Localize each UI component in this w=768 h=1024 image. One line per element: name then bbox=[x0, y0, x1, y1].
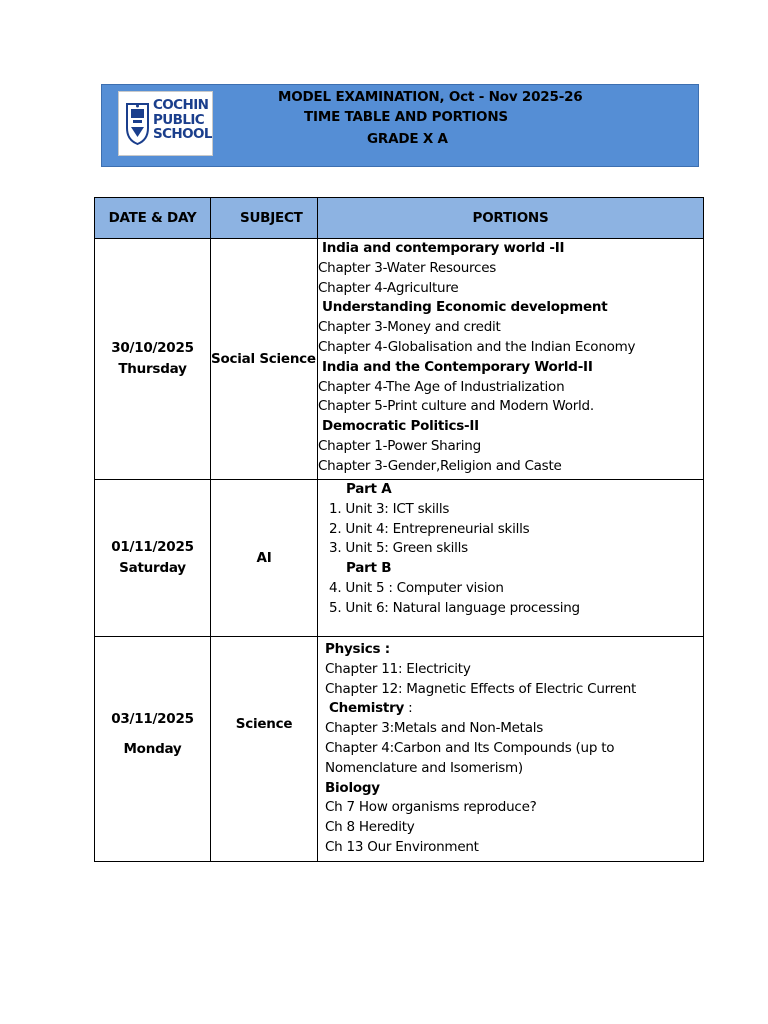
portion-item: Chapter 12: Magnetic Effects of Electric Current bbox=[325, 680, 637, 697]
portion-heading: India and the Contemporary World-II bbox=[322, 358, 593, 375]
portion-heading: Understanding Economic development bbox=[322, 299, 608, 316]
subject-cell: Science bbox=[211, 637, 318, 862]
exam-day: Monday bbox=[123, 741, 182, 757]
portion-item: Chapter 4-Globalisation and the Indian Economy bbox=[318, 338, 636, 355]
column-header-portions: PORTIONS bbox=[318, 198, 704, 239]
table-row bbox=[95, 480, 704, 637]
table-header-row bbox=[95, 198, 704, 239]
portions-cell bbox=[318, 480, 704, 637]
logo-line: SCHOOL bbox=[153, 126, 212, 142]
portion-item: 3. Unit 5: Green skills bbox=[329, 540, 468, 557]
exam-date: 30/10/2025 bbox=[111, 340, 194, 356]
exam-date: 01/11/2025 bbox=[111, 539, 194, 555]
exam-subtitle: TIME TABLE AND PORTIONS bbox=[304, 109, 508, 125]
table-row bbox=[95, 637, 704, 862]
logo-line: COCHIN bbox=[153, 97, 209, 113]
portion-item: 2. Unit 4: Entrepreneurial skills bbox=[329, 520, 530, 537]
portion-item: Chapter 1-Power Sharing bbox=[318, 437, 481, 454]
portions-cell bbox=[318, 637, 704, 862]
portion-item: Chapter 11: Electricity bbox=[325, 660, 471, 677]
column-header-subject: SUBJECT bbox=[211, 198, 318, 239]
portion-item: Chapter 4-The Age of Industrialization bbox=[318, 378, 565, 395]
column-header-date: DATE & DAY bbox=[95, 198, 211, 239]
exam-title: MODEL EXAMINATION, Oct - Nov 2025-26 bbox=[278, 89, 583, 105]
school-crest-icon bbox=[124, 100, 151, 146]
grade-label: GRADE X A bbox=[367, 131, 448, 147]
portion-item: Chapter 5-Print culture and Modern World. bbox=[318, 398, 594, 415]
portion-item: 1. Unit 3: ICT skills bbox=[329, 500, 450, 517]
portion-item: 4. Unit 5 : Computer vision bbox=[329, 579, 504, 596]
portions-cell bbox=[318, 239, 704, 480]
exam-day: Thursday bbox=[118, 361, 187, 377]
portion-heading: Part B bbox=[346, 560, 392, 577]
portion-item: Ch 7 How organisms reproduce? bbox=[325, 799, 537, 816]
subject-cell: Social Science bbox=[211, 239, 318, 480]
exam-timetable bbox=[94, 197, 704, 862]
portion-heading-colon: : bbox=[404, 700, 413, 717]
date-day-cell bbox=[95, 239, 211, 480]
portion-item: Chapter 4:Carbon and Its Compounds (up to bbox=[325, 739, 615, 756]
portion-heading: Part A bbox=[346, 481, 392, 497]
portion-heading: Biology bbox=[325, 779, 380, 796]
portion-heading: India and contemporary world -II bbox=[322, 240, 565, 256]
portion-item: 5. Unit 6: Natural language processing bbox=[329, 599, 580, 616]
exam-date: 03/11/2025 bbox=[111, 711, 194, 727]
portion-item: Chapter 3-Gender,Religion and Caste bbox=[318, 457, 562, 474]
portion-heading: Democratic Politics-II bbox=[322, 418, 479, 435]
subject-cell: AI bbox=[211, 480, 318, 637]
portion-heading: Chemistry bbox=[329, 700, 405, 717]
exam-header bbox=[101, 84, 699, 167]
portion-item: Chapter 3-Money and credit bbox=[318, 319, 501, 336]
portion-heading: Physics : bbox=[325, 641, 390, 657]
portion-item: Chapter 3:Metals and Non-Metals bbox=[325, 720, 544, 737]
table-row bbox=[95, 239, 704, 480]
exam-day: Saturday bbox=[119, 560, 186, 576]
portion-item: Chapter 3-Water Resources bbox=[318, 259, 497, 276]
date-day-cell bbox=[95, 480, 211, 637]
portion-item: Nomenclature and Isomerism) bbox=[325, 759, 523, 776]
portion-item: Ch 8 Heredity bbox=[325, 819, 415, 836]
logo-line: PUBLIC bbox=[153, 111, 205, 128]
portion-item: Ch 13 Our Environment bbox=[325, 838, 479, 855]
school-logo bbox=[118, 91, 213, 156]
portion-heading-row bbox=[318, 699, 703, 719]
portion-item: Chapter 4-Agriculture bbox=[318, 279, 459, 296]
date-day-cell bbox=[95, 637, 211, 862]
